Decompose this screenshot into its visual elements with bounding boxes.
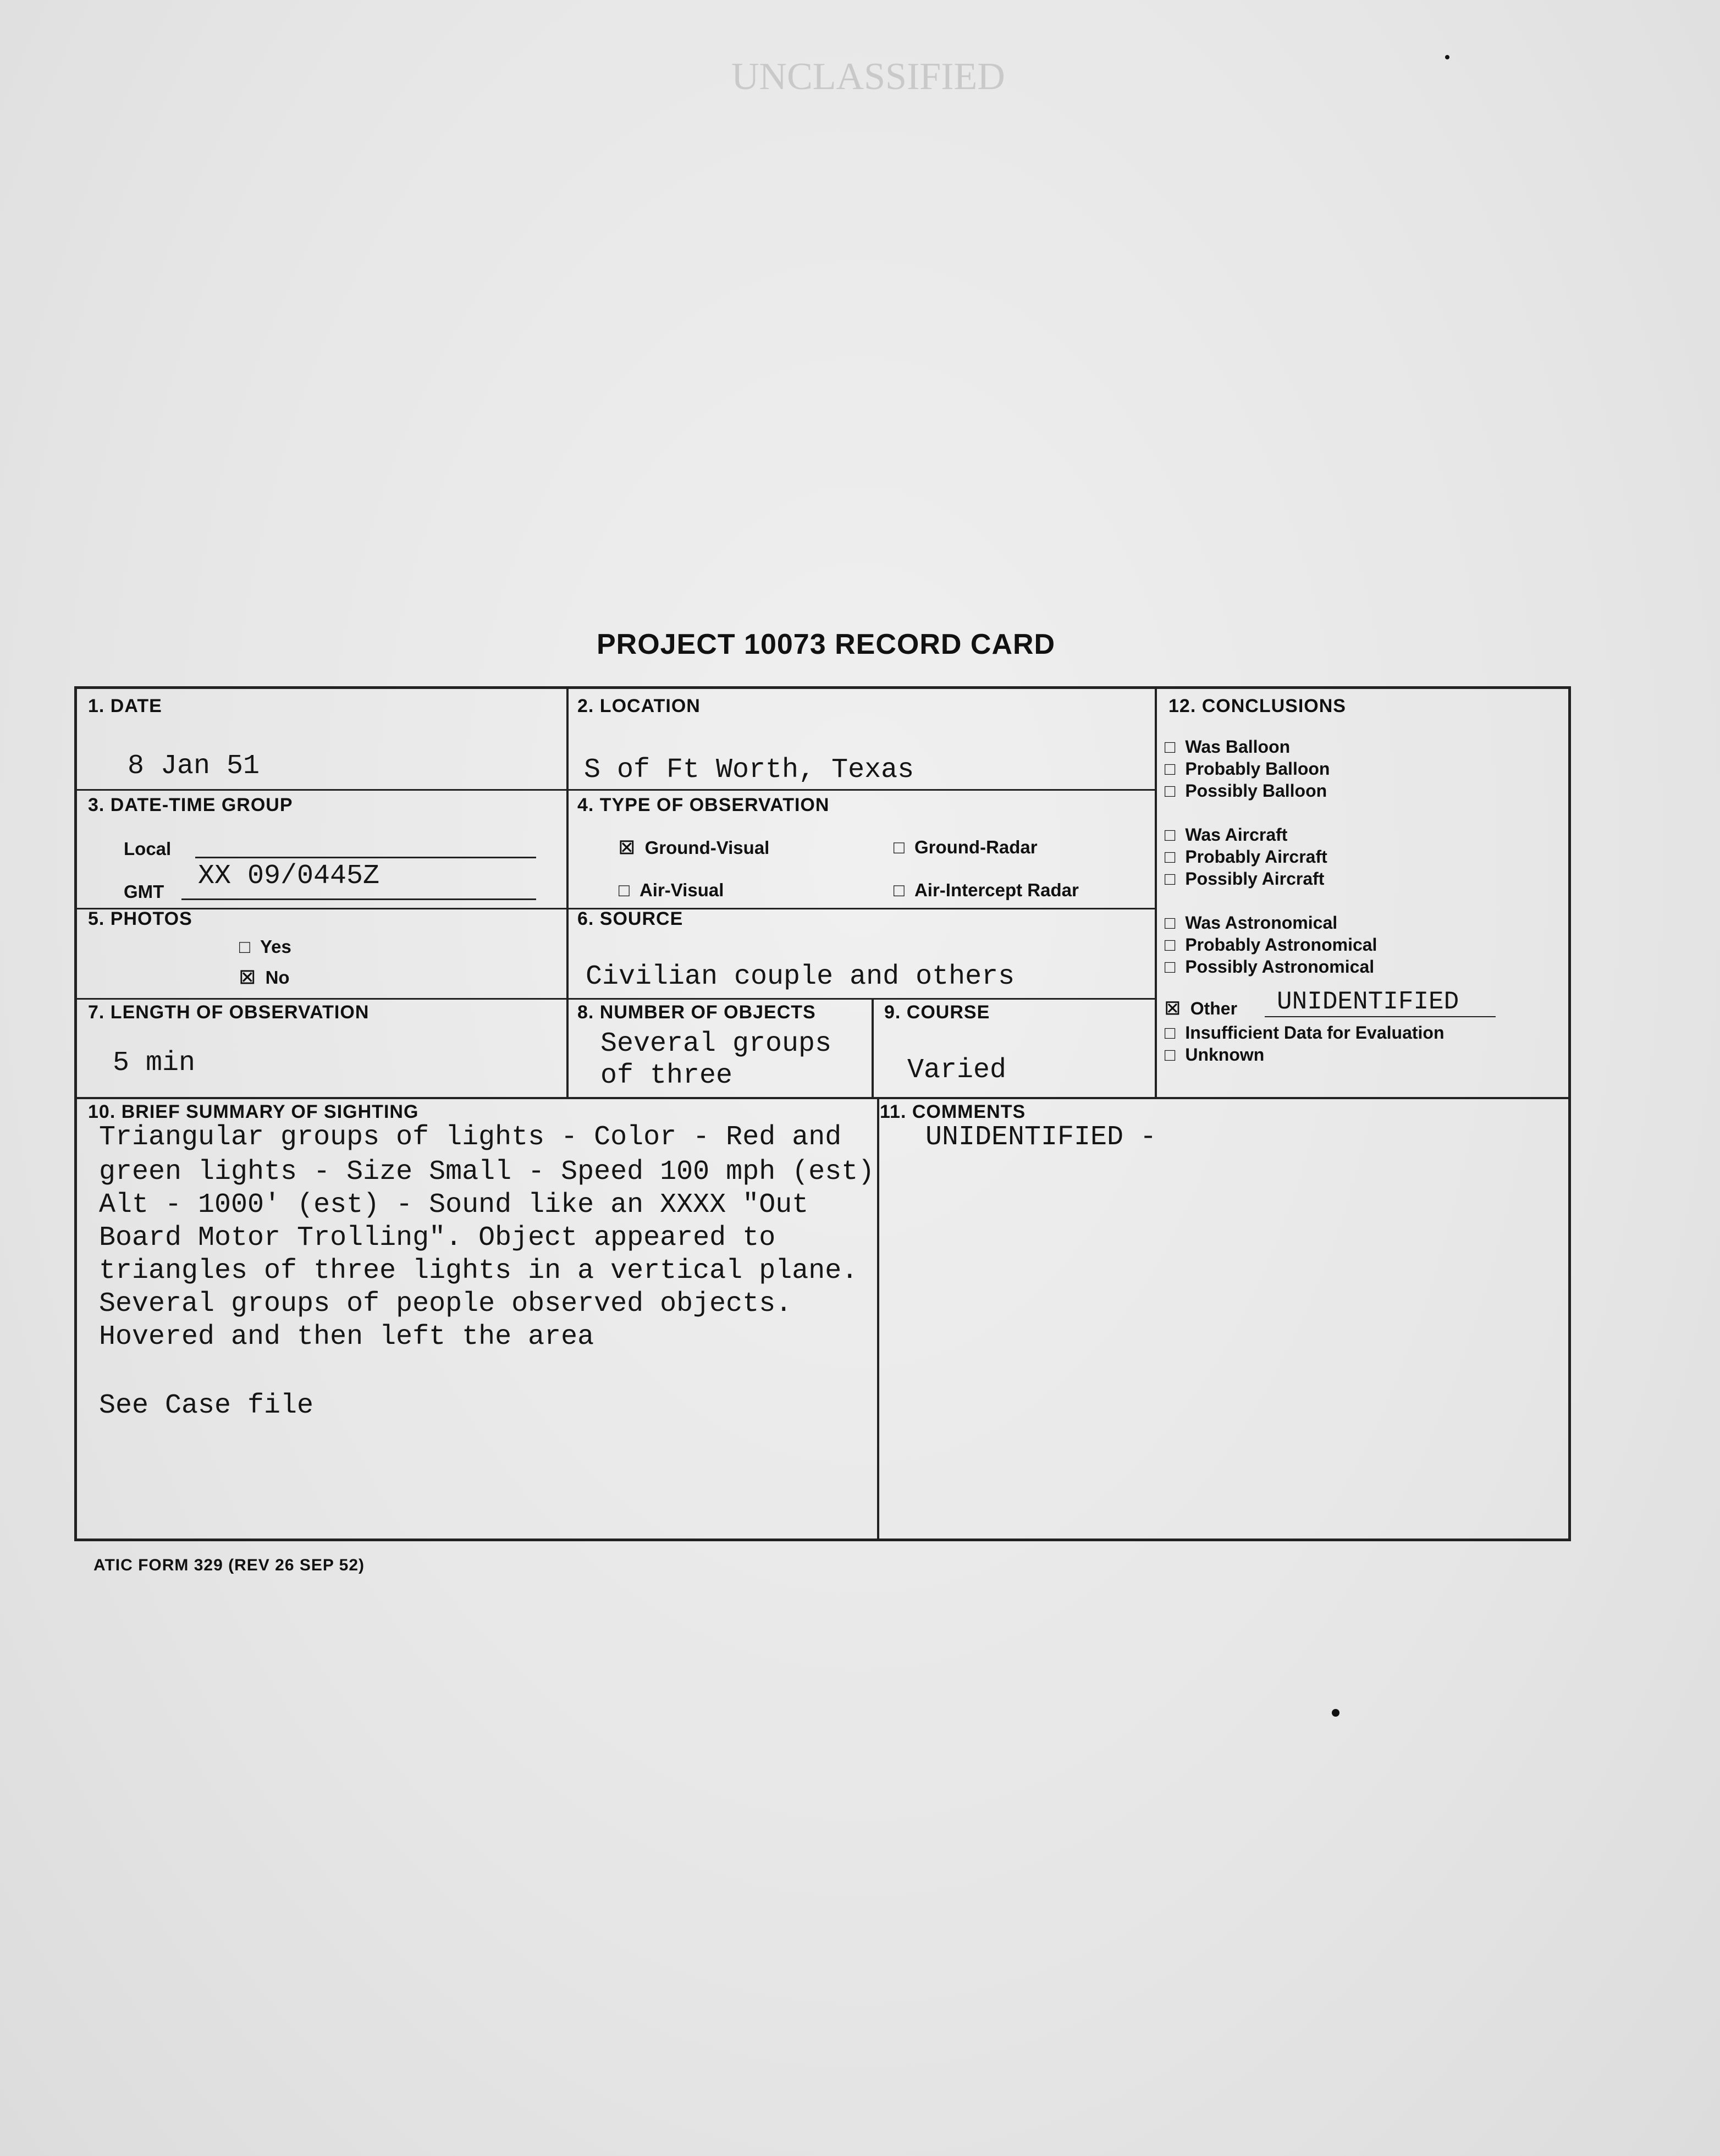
- divider-v-bottom: [877, 1099, 879, 1541]
- summary-line: Board Motor Trolling". Object appeared to: [99, 1222, 776, 1254]
- conclusion-item: [1165, 781, 1327, 801]
- length-label: 7. LENGTH OF OBSERVATION: [88, 1002, 370, 1023]
- conclusion-checkbox: □: [1165, 825, 1176, 845]
- conclusion-checkbox: □: [1165, 781, 1176, 801]
- summary-line: Alt - 1000' (est) - Sound like an XXXX "Out: [99, 1189, 809, 1221]
- divider-v-course: [872, 998, 874, 1099]
- conclusion-text: Was Aircraft: [1185, 825, 1288, 845]
- conclusion-item: [1165, 957, 1374, 977]
- source-label: 6. SOURCE: [577, 908, 683, 929]
- conclusion-item: [1165, 737, 1290, 757]
- summary-line: triangles of three lights in a vertical plane.: [99, 1255, 858, 1287]
- conclusion-item: [1165, 869, 1324, 889]
- conclusion-other: [1165, 998, 1237, 1019]
- conclusion-text: Possibly Aircraft: [1185, 869, 1325, 889]
- dtg-gmt-value: XX 09/0445Z: [198, 861, 380, 892]
- ground-radar-label: Ground-Radar: [914, 837, 1038, 857]
- photos-no-label: No: [265, 967, 290, 988]
- conclusion-item: [1165, 913, 1337, 933]
- conclusion-text: Possibly Balloon: [1185, 781, 1327, 801]
- objects-line1: Several groups: [600, 1028, 832, 1060]
- conclusion-text: Possibly Astronomical: [1185, 957, 1375, 977]
- comments-value: UNIDENTIFIED -: [925, 1122, 1157, 1153]
- conclusion-item: [1165, 825, 1287, 845]
- insufficient-checkbox: □: [1165, 1023, 1176, 1043]
- conclusion-checkbox: □: [1165, 737, 1176, 757]
- obs-ground-radar: [894, 837, 1038, 858]
- summary-line: green lights - Size Small - Speed 100 mph (est): [99, 1156, 875, 1188]
- course-value: Varied: [907, 1055, 1007, 1086]
- conclusion-insufficient: [1165, 1023, 1445, 1043]
- conclusion-checkbox: □: [1165, 935, 1176, 955]
- other-line: [1265, 1016, 1496, 1017]
- obs-ground-visual: [619, 837, 769, 858]
- air-intercept-label: Air-Intercept Radar: [914, 880, 1079, 900]
- obs-air-intercept: [894, 880, 1079, 901]
- photos-yes-checkbox: □: [239, 936, 250, 957]
- conclusion-text: Was Astronomical: [1185, 913, 1338, 933]
- obs-air-visual: [619, 880, 724, 901]
- divider-h-3: [77, 998, 1155, 1000]
- conclusion-item: [1165, 759, 1330, 779]
- conclusion-checkbox: □: [1165, 913, 1176, 933]
- unknown-checkbox: □: [1165, 1045, 1176, 1065]
- objects-line2: of three: [600, 1060, 733, 1091]
- divider-v-left: [566, 689, 569, 1099]
- photos-yes: [239, 936, 291, 957]
- ground-radar-checkbox: □: [894, 837, 905, 857]
- dtg-gmt-line: [181, 898, 536, 900]
- photos-no-checkbox: ☒: [239, 967, 256, 988]
- dtg-gmt-label: GMT: [124, 881, 164, 902]
- objects-label: 8. NUMBER OF OBJECTS: [577, 1002, 816, 1023]
- unknown-label: Unknown: [1185, 1045, 1265, 1065]
- conclusion-checkbox: □: [1165, 957, 1176, 977]
- summary-line: Hovered and then left the area: [99, 1321, 594, 1353]
- location-label: 2. LOCATION: [577, 696, 701, 716]
- photos-yes-label: Yes: [260, 936, 291, 957]
- speck: [1445, 55, 1449, 59]
- conclusion-text: Probably Aircraft: [1185, 847, 1327, 867]
- location-value: S of Ft Worth, Texas: [584, 754, 914, 786]
- ground-visual-label: Ground-Visual: [644, 837, 770, 858]
- other-checkbox: ☒: [1165, 999, 1181, 1018]
- summary-line: Several groups of people observed objects.: [99, 1288, 792, 1320]
- photos-no: [239, 967, 290, 988]
- divider-v-right: [1155, 689, 1157, 1099]
- conclusion-checkbox: □: [1165, 869, 1176, 889]
- conclusion-text: Probably Balloon: [1185, 759, 1330, 779]
- conclusion-item: [1165, 847, 1327, 867]
- conclusion-unknown: [1165, 1045, 1264, 1065]
- ghost-header: UNCLASSIFIED: [731, 56, 1005, 98]
- dtg-local-label: Local: [124, 839, 172, 859]
- insufficient-label: Insufficient Data for Evaluation: [1185, 1023, 1445, 1043]
- card-title: PROJECT 10073 RECORD CARD: [597, 628, 1056, 660]
- conclusion-text: Probably Astronomical: [1185, 935, 1377, 955]
- summary-see-case: See Case file: [99, 1390, 314, 1421]
- form-footer: ATIC FORM 329 (REV 26 SEP 52): [93, 1556, 365, 1574]
- course-label: 9. COURSE: [884, 1002, 990, 1023]
- photos-label: 5. PHOTOS: [88, 908, 192, 929]
- conclusion-item: [1165, 935, 1377, 955]
- dtg-local-line: [195, 857, 536, 858]
- conclusion-checkbox: □: [1165, 847, 1176, 867]
- air-visual-checkbox: □: [619, 880, 630, 900]
- divider-h-4: [77, 1097, 1571, 1099]
- air-visual-label: Air-Visual: [639, 880, 724, 900]
- source-value: Civilian couple and others: [586, 961, 1015, 992]
- other-value: UNIDENTIFIED: [1277, 988, 1459, 1016]
- comments-label: 11. COMMENTS: [880, 1101, 1026, 1122]
- conclusions-label: 12. CONCLUSIONS: [1168, 696, 1346, 716]
- other-label: Other: [1190, 999, 1238, 1018]
- conclusion-text: Was Balloon: [1185, 737, 1291, 757]
- length-value: 5 min: [113, 1047, 196, 1079]
- date-label: 1. DATE: [88, 696, 162, 716]
- dtg-label: 3. DATE-TIME GROUP: [88, 795, 293, 815]
- speck: [1332, 1709, 1339, 1717]
- type-obs-label: 4. TYPE OF OBSERVATION: [577, 795, 830, 815]
- date-value: 8 Jan 51: [128, 751, 260, 782]
- air-intercept-checkbox: □: [894, 880, 905, 900]
- summary-line: Triangular groups of lights - Color - Red and: [99, 1122, 842, 1153]
- divider-h-1: [77, 789, 1155, 791]
- conclusion-checkbox: □: [1165, 759, 1176, 779]
- ground-visual-checkbox: ☒: [619, 837, 635, 858]
- summary-label: 10. BRIEF SUMMARY OF SIGHTING: [88, 1101, 419, 1122]
